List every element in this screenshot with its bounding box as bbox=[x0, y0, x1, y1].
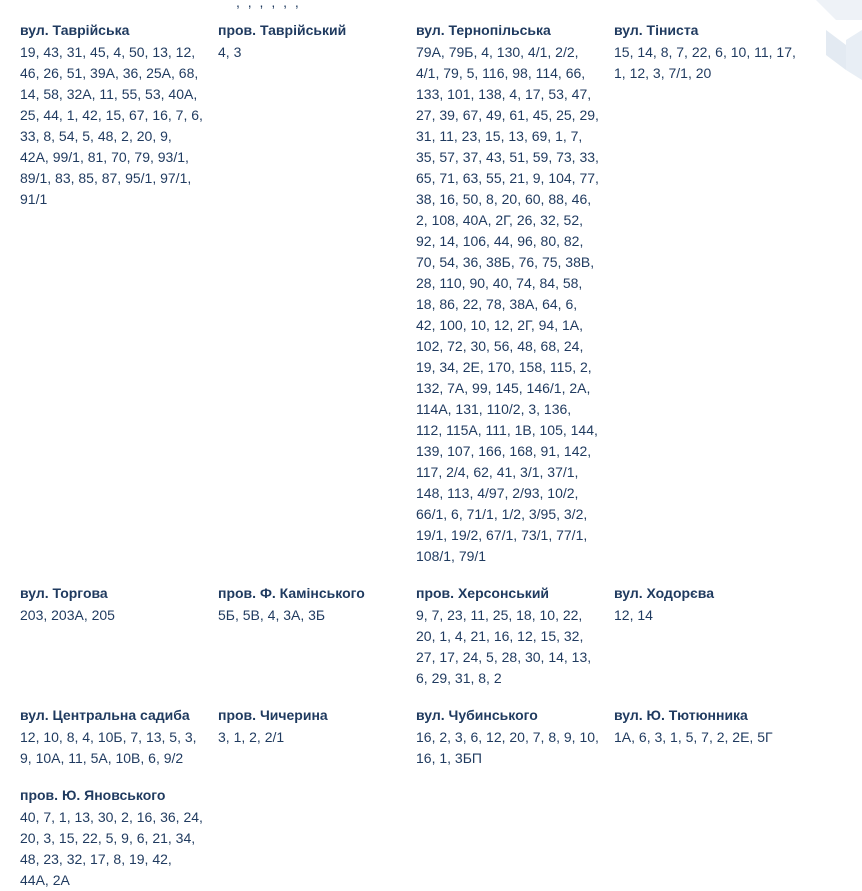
clipped-previous-text: , , , , , , bbox=[236, 0, 301, 10]
street-name: пров. Ю. Яновського bbox=[20, 787, 166, 803]
street-name: вул. Центральна садиба bbox=[20, 707, 190, 723]
street-entry bbox=[20, 21, 218, 567]
street-entry bbox=[218, 706, 416, 769]
street-entry bbox=[20, 706, 218, 769]
street-name: вул. Тіниста bbox=[614, 22, 699, 38]
house-numbers: 12, 14 bbox=[614, 607, 653, 623]
street-entry bbox=[614, 584, 812, 689]
house-numbers: 16, 2, 3, 6, 12, 20, 7, 8, 9, 10, 16, 1, 3БП bbox=[416, 729, 599, 766]
house-numbers: 15, 14, 8, 7, 22, 6, 10, 11, 17, 1, 12, 3, 7/1, 20 bbox=[614, 44, 796, 81]
street-name: пров. Чичерина bbox=[218, 707, 328, 723]
house-numbers: 19, 43, 31, 45, 4, 50, 13, 12, 46, 26, 51, 39А, 36, 25А, 68, 14, 58, 32А, 11, 55, 53, 40А, 25, 44, 1, 42, 15, 67, 16, 7, 6, 33, 8, 54, 5, 48, 2, 20, 9, 42А, 99/1, 81, 70, 79, 93/1, 89/1, 83, 85, 87, 95/1, 97/1, 91/1 bbox=[20, 44, 203, 207]
street-name: пров. Херсонський bbox=[416, 585, 550, 601]
street-name: вул. Ю. Тютюнника bbox=[614, 707, 748, 723]
street-entry bbox=[416, 21, 614, 567]
house-numbers: 9, 7, 23, 11, 25, 18, 10, 22, 20, 1, 4, 21, 16, 12, 15, 32, 27, 17, 24, 5, 28, 30, 14, 13, 6, 29, 31, 8, 2 bbox=[416, 607, 592, 686]
house-numbers: 12, 10, 8, 4, 10Б, 7, 13, 5, 3, 9, 10А, 11, 5А, 10В, 6, 9/2 bbox=[20, 729, 197, 766]
house-numbers: 40, 7, 1, 13, 30, 2, 16, 36, 24, 20, 3, 15, 22, 5, 9, 6, 21, 34, 48, 23, 32, 17, 8, 19, 42, 44А, 2А bbox=[20, 809, 203, 888]
house-numbers: 4, 3 bbox=[218, 44, 242, 60]
street-name: вул. Ходорєва bbox=[614, 585, 714, 601]
street-address-grid bbox=[20, 21, 820, 891]
street-entry bbox=[614, 706, 812, 769]
street-entry bbox=[218, 584, 416, 689]
street-name: вул. Таврійська bbox=[20, 22, 130, 38]
street-entry bbox=[614, 21, 812, 567]
house-numbers: 5Б, 5В, 4, 3А, 3Б bbox=[218, 607, 326, 623]
street-entry bbox=[218, 21, 416, 567]
street-name: пров. Ф. Камінського bbox=[218, 585, 365, 601]
house-numbers: 203, 203А, 205 bbox=[20, 607, 115, 623]
house-numbers: 3, 1, 2, 2/1 bbox=[218, 729, 285, 745]
street-name: пров. Таврійський bbox=[218, 22, 347, 38]
street-entry bbox=[20, 786, 218, 891]
decorative-shield-watermark bbox=[816, 0, 862, 80]
house-numbers: 79А, 79Б, 4, 130, 4/1, 2/2, 4/1, 79, 5, 116, 98, 114, 66, 133, 101, 138, 4, 17, 53, 47, 27, 39, 67, 49, 61, 45, 25, 29, 31, 11, 23, 15, 13, 69, 1, 7, 35, 57, 37, 43, 51, 59, 73, 33, 65, 71, 63, 55, 21, 9, 104, 77, 38, 16, 50, 8, 20, 60, 88, 46, 2, 108, 40А, 2Г, 26, 32, 52, 92, 14, 106, 44, 96, 80, 82, 70, 54, 36, 38Б, 76, 75, 38В, 28, 110, 90, 40, 74, 84, 58, 18, 86, 22, 78, 38А, 64, 6, 42, 100, 10, 12, 2Г, 94, 1А, 102, 72, 30, 56, 48, 68, 24, 19, 34, 2Е, 170, 158, 115, 2, 132, 7А, 99, 145, 146/1, 2А, 114А, 131, 110/2, 3, 136, 112, 115А, 111, 1В, 105, 144, 139, 107, 166, 168, 91, 142, 117, 2/4, 62, 41, 3/1, 37/1, 148, 113, 4/97, 2/93, 10/2, 66/1, 6, 71/1, 1/2, 3/95, 3/2, 19/1, 19/2, 67/1, 73/1, 77/1, 108/1, 79/1 bbox=[416, 44, 599, 564]
street-entry bbox=[20, 584, 218, 689]
street-name: вул. Торгова bbox=[20, 585, 108, 601]
street-entry bbox=[416, 706, 614, 769]
street-name: вул. Тернопільська bbox=[416, 22, 551, 38]
street-name: вул. Чубинського bbox=[416, 707, 538, 723]
street-entry bbox=[416, 584, 614, 689]
house-numbers: 1А, 6, 3, 1, 5, 7, 2, 2Е, 5Г bbox=[614, 729, 773, 745]
